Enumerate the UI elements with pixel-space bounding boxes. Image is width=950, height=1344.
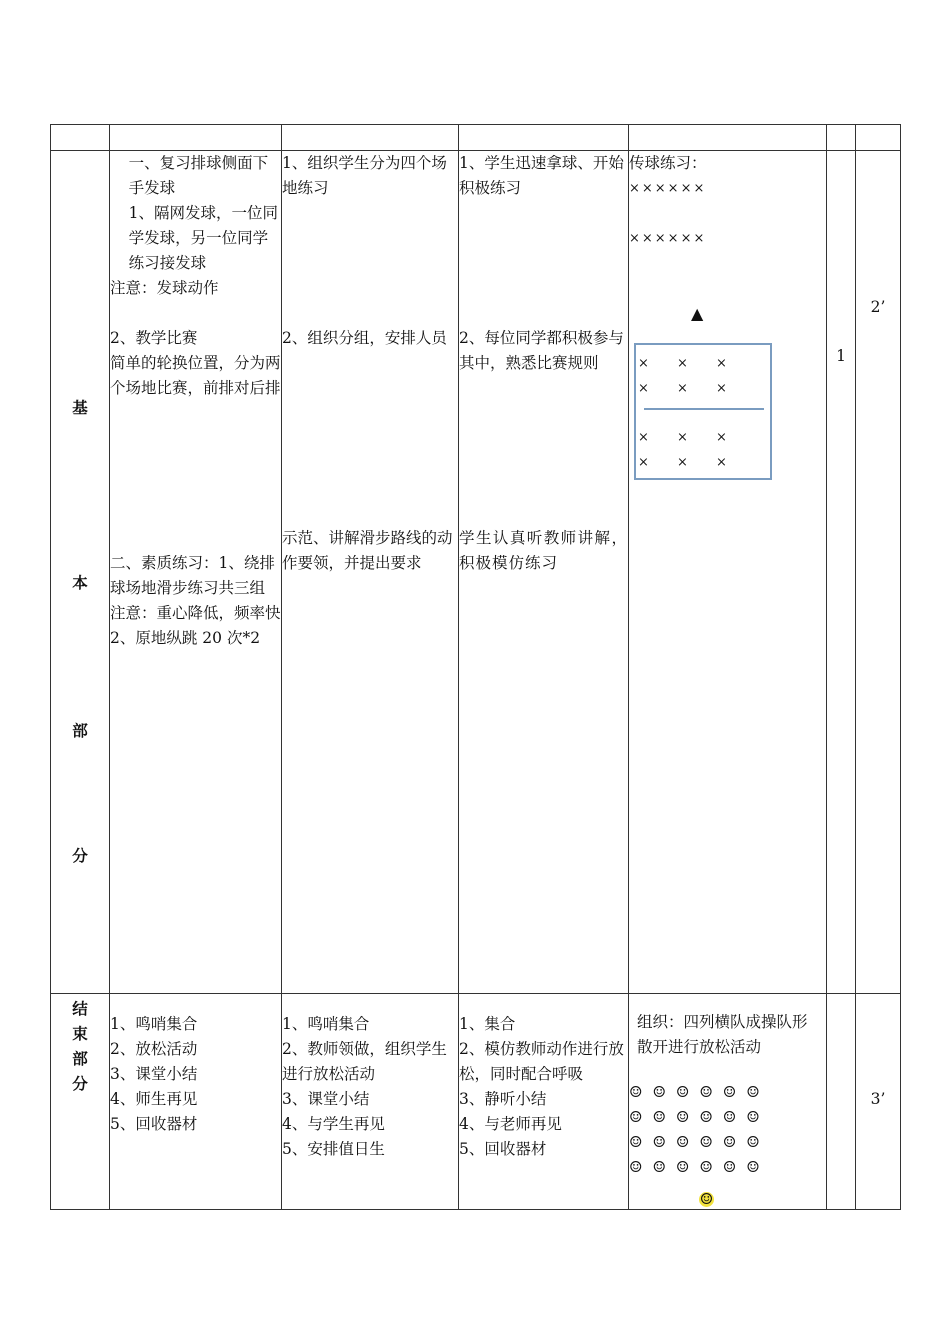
duration-cell	[856, 994, 901, 1210]
label-char: 基	[72, 399, 88, 417]
label-char: 分	[72, 1075, 88, 1093]
list-item: 4、与学生再见	[282, 1115, 385, 1133]
basic-teacher-cell	[282, 151, 459, 994]
content-item-title: 2、教学比赛	[110, 329, 198, 347]
court-net	[644, 408, 764, 410]
basic-content-cell	[110, 151, 282, 994]
end-student-cell	[459, 994, 629, 1210]
court-player-row: × × ×	[638, 455, 739, 470]
content-item-title: 一、复习排球侧面下手发球	[128, 154, 269, 197]
list-item: 1、鸣哨集合	[110, 1015, 198, 1033]
list-item: 3、课堂小结	[110, 1065, 198, 1083]
list-item: 4、师生再见	[110, 1090, 198, 1108]
volleyball-court	[634, 343, 772, 480]
list-item: 2、放松活动	[110, 1040, 198, 1058]
student-row: ××××××	[629, 231, 707, 246]
times-value: 1	[836, 347, 846, 365]
label-char: 束	[72, 1025, 88, 1043]
content-item-sub: 2、原地纵跳 20 次*2	[110, 629, 261, 647]
list-item: 5、回收器材	[459, 1140, 547, 1158]
basic-student-cell	[459, 151, 629, 994]
times-cell	[827, 994, 856, 1210]
teacher-marker-icon: ▲	[691, 304, 704, 323]
header-cell	[282, 125, 459, 151]
list-item: 2、模仿教师动作进行放松，同时配合呼吸	[459, 1040, 624, 1083]
content-note: 注意：发球动作	[110, 279, 219, 297]
list-item: 1、集合	[459, 1015, 516, 1033]
list-item: 3、静听小结	[459, 1090, 547, 1108]
label-char: 本	[72, 574, 88, 592]
content-note: 注意：重心降低，频率快	[110, 604, 281, 622]
organization-title: 传球练习：	[629, 154, 707, 172]
basic-organization-cell	[629, 151, 827, 994]
duration-cell	[856, 151, 901, 994]
end-part-label	[51, 994, 110, 1210]
student-row: ××××××	[629, 181, 707, 196]
header-cell	[110, 125, 282, 151]
list-item: 4、与老师再见	[459, 1115, 562, 1133]
basic-part-row	[51, 151, 901, 994]
lesson-plan-table	[50, 124, 901, 1210]
list-item: 5、回收器材	[110, 1115, 198, 1133]
basic-part-label	[51, 151, 110, 994]
student-activity: 2、每位同学都积极参与其中，熟悉比赛规则	[459, 329, 624, 372]
header-cell	[856, 125, 901, 151]
smiley-row: ☺☺☺☺☺☺	[629, 1083, 770, 1101]
label-char: 部	[72, 1050, 88, 1068]
organization-title: 组织：四列横队成操队形散开进行放松活动	[637, 1013, 808, 1056]
student-activity: 1、学生迅速拿球、开始积极练习	[459, 154, 624, 197]
court-player-row: × × ×	[638, 356, 739, 371]
teacher-activity: 2、组织分组，安排人员	[282, 329, 447, 347]
teacher-smiley-icon: ☺	[699, 1190, 714, 1208]
end-organization-cell	[629, 994, 827, 1210]
list-item: 3、课堂小结	[282, 1090, 370, 1108]
header-cell	[827, 125, 856, 151]
end-content-cell	[110, 994, 282, 1210]
smiley-row: ☺☺☺☺☺☺	[629, 1108, 770, 1126]
label-char: 结	[72, 1000, 88, 1018]
label-char: 部	[72, 722, 88, 740]
times-cell	[827, 151, 856, 994]
content-item-title: 二、素质练习：1、绕排球场地滑步练习共三组	[110, 554, 275, 597]
header-cell	[51, 125, 110, 151]
end-part-row	[51, 994, 901, 1210]
teacher-activity: 示范、讲解滑步路线的动作要领，并提出要求	[282, 529, 453, 572]
label-char: 分	[72, 847, 88, 865]
smiley-row: ☺☺☺☺☺☺	[629, 1158, 770, 1176]
table-header-row	[51, 125, 901, 151]
court-player-row: × × ×	[638, 430, 739, 445]
court-player-row: × × ×	[638, 381, 739, 396]
list-item: 1、鸣哨集合	[282, 1015, 370, 1033]
teacher-activity: 1、组织学生分为四个场地练习	[282, 154, 447, 197]
smiley-row: ☺☺☺☺☺☺	[629, 1133, 770, 1151]
duration-value: 2’	[870, 298, 886, 316]
student-activity: 学生认真听教师讲解，积极模仿练习	[459, 529, 628, 572]
header-cell	[459, 125, 629, 151]
list-item: 5、安排值日生	[282, 1140, 385, 1158]
end-teacher-cell	[282, 994, 459, 1210]
content-item-body: 简单的轮换位置，分为两个场地比赛，前排对后排	[110, 354, 281, 397]
content-item-sub: 1、隔网发球，一位同学发球，另一位同学练习接发球	[128, 204, 278, 272]
duration-value: 3’	[870, 1090, 886, 1108]
header-cell	[629, 125, 827, 151]
list-item: 2、教师领做，组织学生进行放松活动	[282, 1040, 447, 1083]
